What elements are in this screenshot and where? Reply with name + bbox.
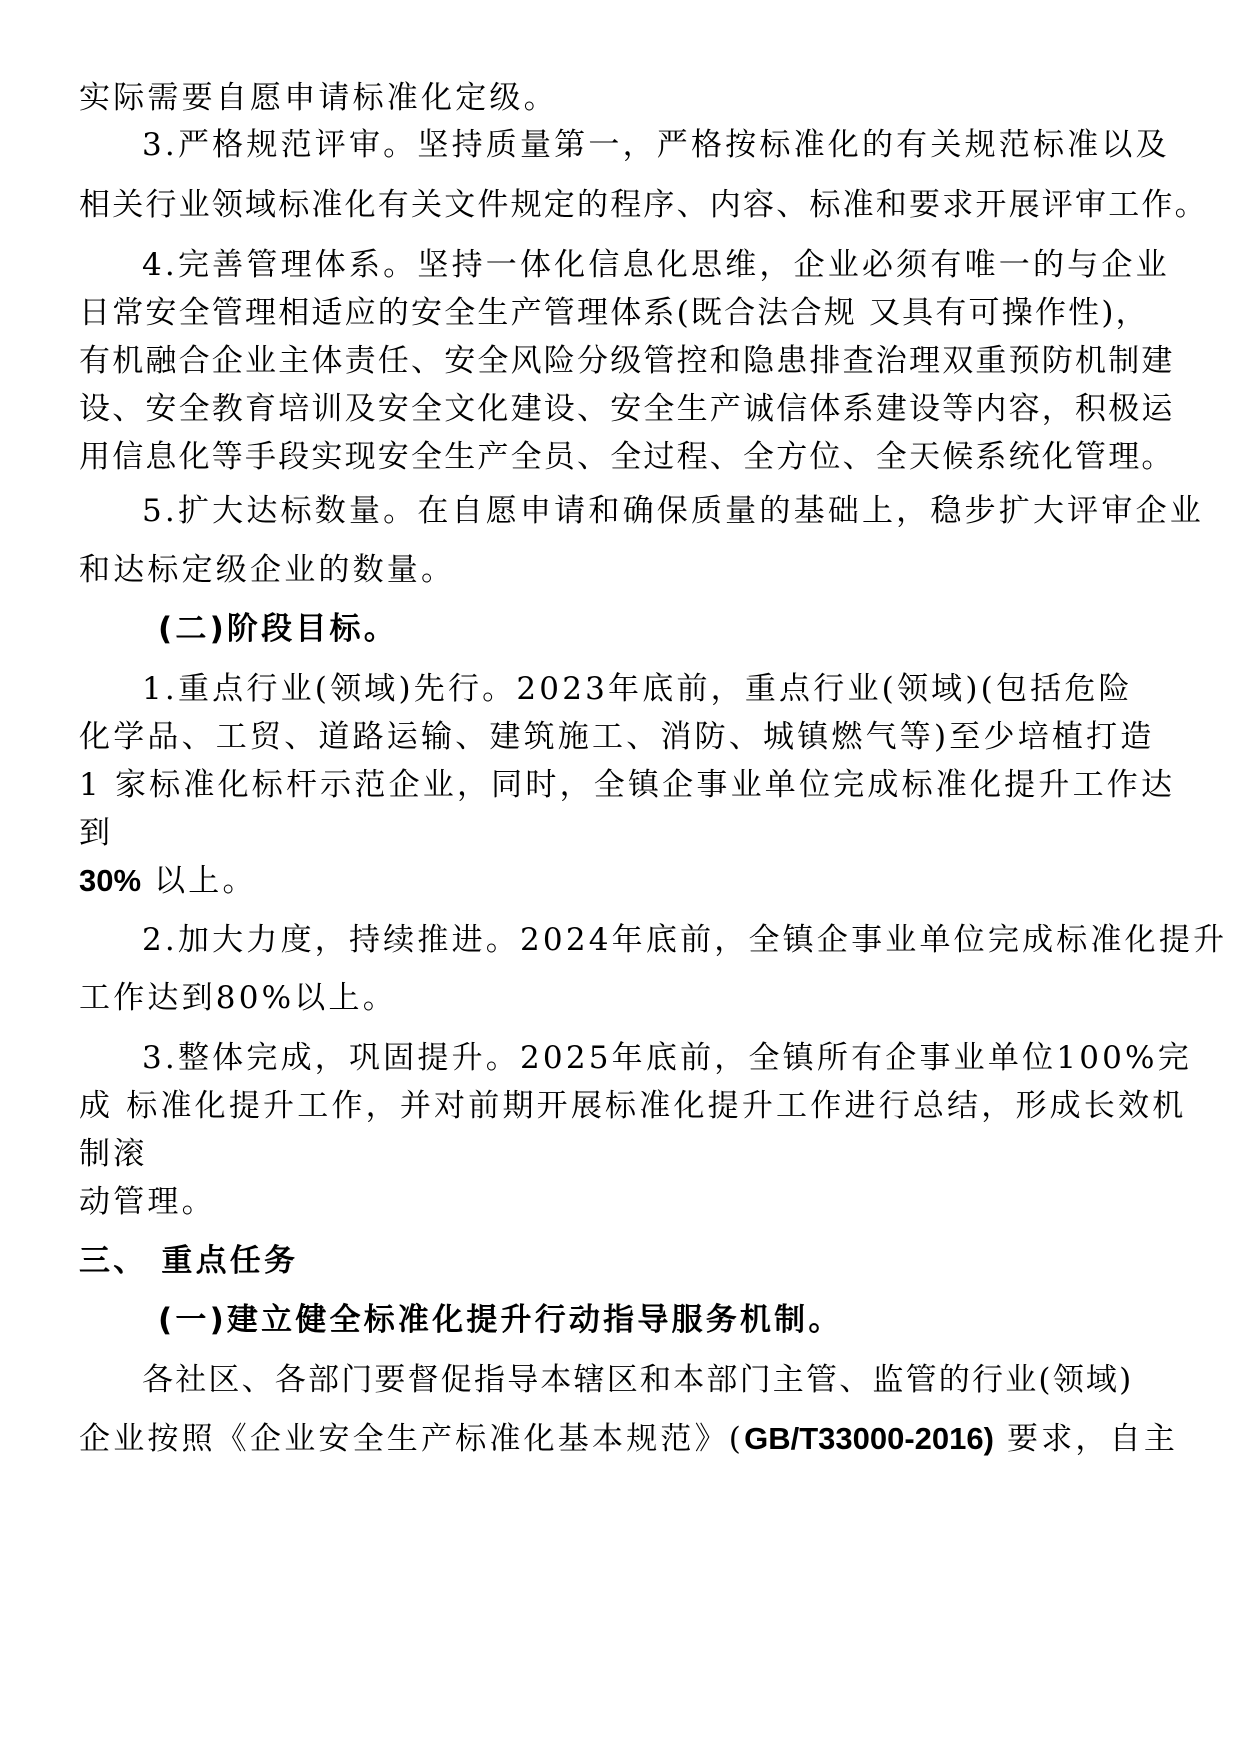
text-line: 1.重点行业(领域)先行。2023年底前，重点行业(领域)(包括危险: [142, 671, 1133, 707]
text-line: 实际需要自愿申请标准化定级。: [79, 80, 558, 116]
text-line: 1 家标准化标杆示范企业，同时，全镇企事业单位完成标准化提升工作达: [79, 767, 1176, 803]
text-line: [79, 861, 257, 901]
section-heading: 三、 重点任务: [79, 1243, 299, 1279]
text-line: 制滚: [79, 1136, 148, 1172]
text-line: 成 标准化提升工作，并对前期开展标准化提升工作进行总结，形成长效机: [79, 1088, 1187, 1124]
standard-code: GB/T33000-2016): [744, 1421, 994, 1456]
section-heading: (二)阶段目标。: [158, 611, 398, 647]
text-line: 相关行业领域标准化有关文件规定的程序、内容、标准和要求开展评审工作。: [79, 187, 1208, 223]
text-line: 2.加大力度，持续推进。2024年底前，全镇企事业单位完成标准化提升: [142, 922, 1228, 958]
text-line: 5.扩大达标数量。在自愿申请和确保质量的基础上，稳步扩大评审企业: [142, 493, 1204, 529]
text-fragment: 以上。: [141, 863, 257, 899]
text-line: 3.严格规范评审。坚持质量第一，严格按标准化的有关规范标准以及: [142, 127, 1170, 163]
text-line: [79, 1419, 1178, 1459]
text-line: 3.整体完成，巩固提升。2025年底前，全镇所有企事业单位100%完: [142, 1040, 1192, 1076]
subsection-heading: (一)建立健全标准化提升行动指导服务机制。: [158, 1302, 843, 1338]
text-line: 化学品、工贸、道路运输、建筑施工、消防、城镇燃气等)至少培植打造: [79, 719, 1155, 755]
text-line: 设、安全教育培训及安全文化建设、安全生产诚信体系建设等内容，积极运: [79, 391, 1175, 427]
text-line: 日常安全管理相适应的安全生产管理体系(既合法合规 又具有可操作性)，: [79, 295, 1149, 331]
text-line: 用信息化等手段实现安全生产全员、全过程、全方位、全天候系统化管理。: [79, 439, 1175, 475]
text-fragment: 要求，自主: [993, 1421, 1179, 1457]
text-line: 4.完善管理体系。坚持一体化信息化思维，企业必须有唯一的与企业: [142, 247, 1170, 283]
text-line: 和达标定级企业的数量。: [79, 552, 456, 588]
text-line: 工作达到80%以上。: [79, 980, 397, 1016]
text-line: 动管理。: [79, 1184, 216, 1220]
text-line: 各社区、各部门要督促指导本辖区和本部门主管、监管的行业(领域): [142, 1362, 1134, 1398]
text-line: 到: [79, 815, 114, 851]
percent-value: 30%: [79, 863, 142, 898]
text-fragment: 企业按照《企业安全生产标准化基本规范》(: [79, 1421, 745, 1457]
text-line: 有机融合企业主体责任、安全风险分级管控和隐患排查治理双重预防机制建: [79, 343, 1175, 379]
